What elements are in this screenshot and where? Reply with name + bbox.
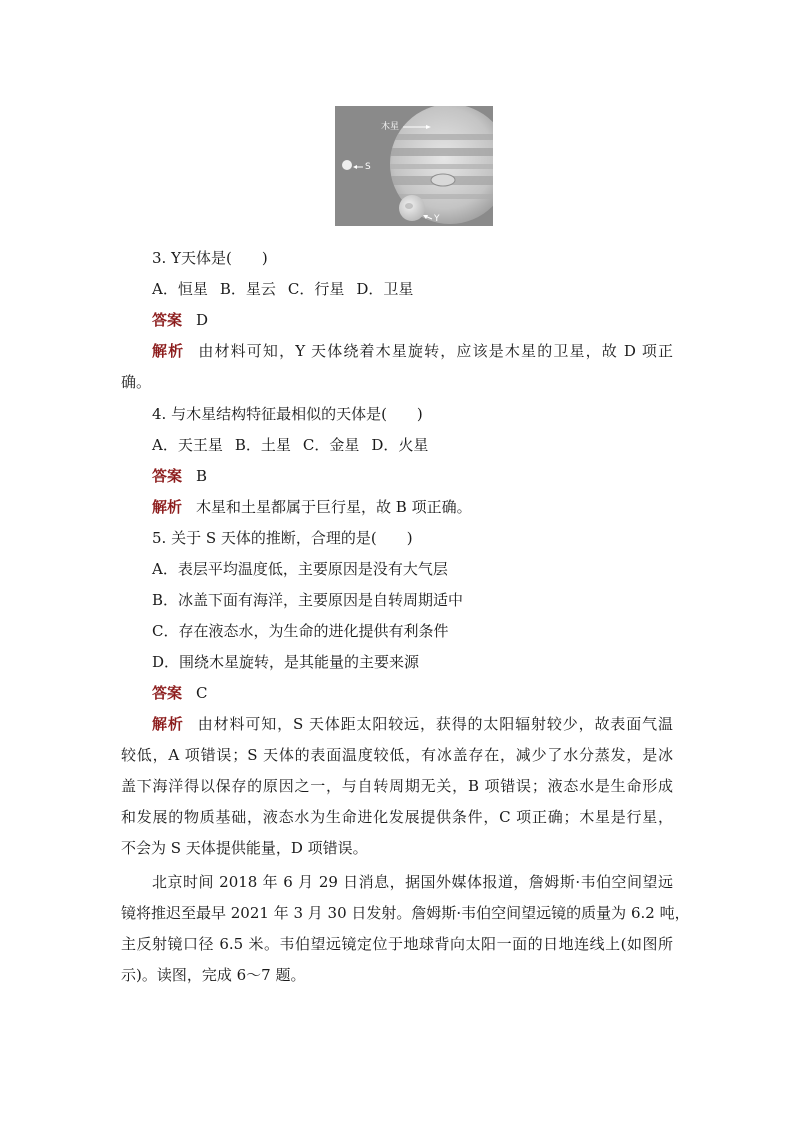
q4-options <box>152 435 440 455</box>
passage-line-2: 镜将推迟至最早 2021 年 3 月 30 日发射。詹姆斯·韦伯空间望远镜的质量为 6.2 吨， <box>121 904 690 922</box>
q5-answer <box>152 683 208 703</box>
passage-line-3: 主反射镜口径 6.5 米。韦伯望远镜定位于地球背向太阳一面的日地连线上(如图所 <box>121 935 673 953</box>
q3-analysis-line-1: 解析 由材料可知，Y 天体绕着木星旋转，应该是木星的卫星，故 D 项正 <box>152 342 673 360</box>
q3-options <box>152 279 425 299</box>
q4-option-b: B．土星 <box>234 436 291 454</box>
q4-option-c: C．金星 <box>302 436 360 454</box>
answer-tag: 答案 <box>152 684 183 702</box>
q5-analysis-line-2: 较低，A 项错误；S 天体的表面温度较低，有冰盖存在，减少了水分蒸发，是冰 <box>121 746 673 764</box>
passage-line-1: 北京时间 2018 年 6 月 29 日消息，据国外媒体报道，詹姆斯·韦伯空间望远 <box>152 873 673 891</box>
analysis-tag: 解析 <box>152 715 184 733</box>
q3-option-c: C．行星 <box>287 280 345 298</box>
q3-answer-value: D <box>196 311 209 329</box>
q3-option-a: A．恒星 <box>152 280 208 298</box>
jupiter-figure <box>335 106 493 226</box>
q5-option-b: B．冰盖下面有海洋，主要原因是自转周期适中 <box>152 591 464 609</box>
q5-analysis-line-1: 解析 由材料可知，S 天体距太阳较远，获得的太阳辐射较少，故表面气温 <box>152 715 673 733</box>
q5-stem: 5. 关于 S 天体的推断，合理的是( ) <box>152 529 413 547</box>
answer-tag: 答案 <box>152 467 183 485</box>
answer-tag: 答案 <box>152 311 183 329</box>
q4-stem: 4. 与木星结构特征最相似的天体是( ) <box>152 405 423 423</box>
q5-analysis-line-5: 不会为 S 天体提供能量，D 项错误。 <box>121 839 368 857</box>
label-jupiter: 木星 <box>381 122 400 132</box>
q4-option-d: D．火星 <box>371 436 429 454</box>
analysis-tag: 解析 <box>152 342 185 360</box>
q5-option-c: C．存在液态水，为生命的进化提供有利条件 <box>152 622 449 640</box>
analysis-tag: 解析 <box>152 498 183 516</box>
label-y: Y <box>434 214 440 224</box>
q5-answer-value: C <box>196 684 208 702</box>
q3-option-d: D．卫星 <box>356 280 414 298</box>
satellite-s <box>342 160 352 170</box>
q5-option-d: D．围绕木星旋转，是其能量的主要来源 <box>152 653 420 671</box>
satellite-y <box>399 195 425 221</box>
q3-option-b: B．星云 <box>219 280 276 298</box>
q5-analysis-line-3: 盖下海洋得以保存的原因之一，与自转周期无关，B 项错误；液态水是生命形成 <box>121 777 673 795</box>
q3-analysis-line-2: 确。 <box>121 373 152 391</box>
q5-option-a: A．表层平均温度低，主要原因是没有大气层 <box>152 560 448 578</box>
q4-analysis: 解析 木星和土星都属于巨行星，故 B 项正确。 <box>152 498 472 516</box>
q5-analysis-line-4: 和发展的物质基础，液态水为生命进化发展提供条件，C 项正确；木星是行星， <box>121 808 673 826</box>
jupiter-illustration <box>335 106 493 226</box>
passage-line-4: 示)。读图，完成 6～7 题。 <box>121 966 306 984</box>
q4-answer-value: B <box>196 467 208 485</box>
q4-answer <box>152 466 207 486</box>
label-s: S <box>365 162 371 172</box>
q3-stem: 3. Y天体是( ) <box>152 249 268 267</box>
q4-option-a: A．天王星 <box>152 436 223 454</box>
q3-answer <box>152 310 208 330</box>
